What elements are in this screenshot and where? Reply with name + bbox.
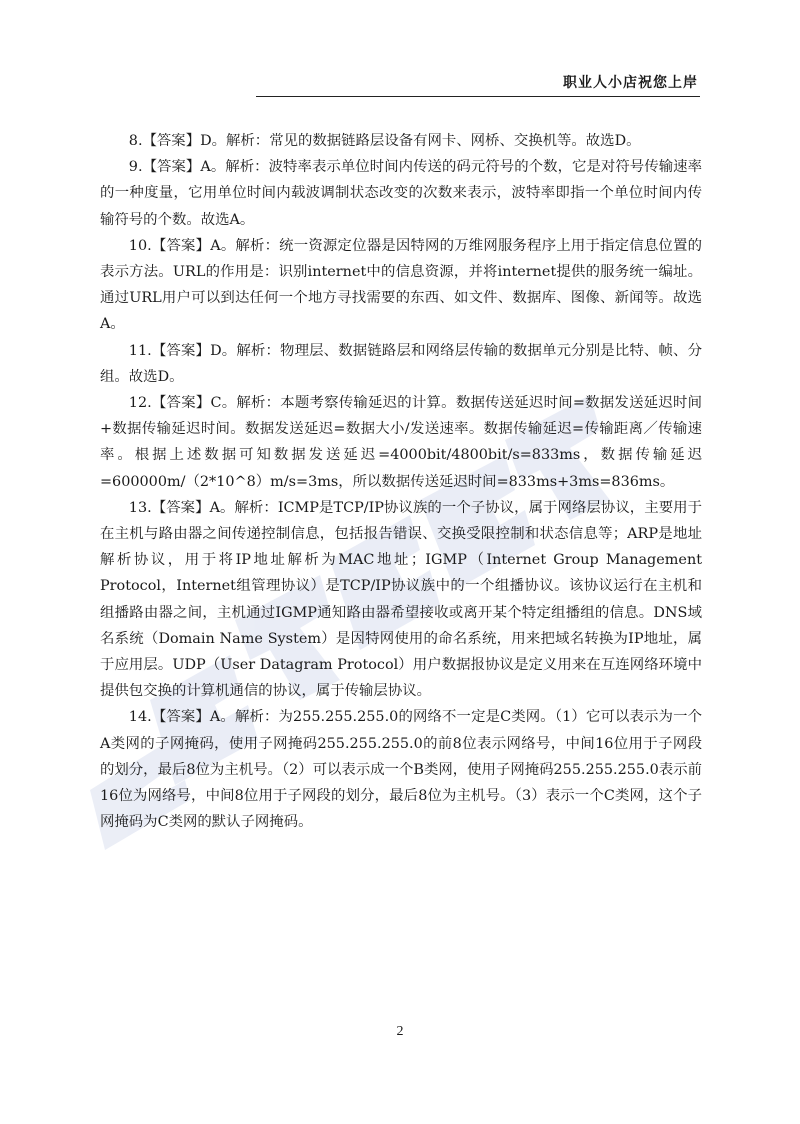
header-title: 职业人小店祝您上岸: [563, 75, 698, 91]
answer-14: 14.【答案】A。解析：为255.255.255.0的网络不一定是C类网。（1）它可以表示为一个A类网的子网掩码，使用子网掩码255.255.255.0的前8位表示网络号，中间16位用于子网段的划分，最后8位为主机号。（2）可以表示成一个B类网，使用子网掩码255.255.255.0表示前16位为网络号，中间8位用于子网段的划分，最后8位为主机号。（3）表示一个C类网，这个子网掩码为C类网的默认子网掩码。: [100, 709, 702, 831]
answer-8: 8.【答案】D。解析：常见的数据链路层设备有网卡、网桥、交换机等。故选D。: [128, 133, 641, 149]
page-number: 2: [396, 1024, 404, 1039]
answer-9: 9.【答案】A。解析：波特率表示单位时间内传送的码元符号的个数，它是对符号传输速率的一种度量，它用单位时间内载波调制状态改变的次数来表示，波特率即指一个单位时间内传输符号的个数。故选A。: [100, 159, 702, 228]
answer-content: [100, 128, 702, 835]
page-header: [256, 72, 700, 97]
answer-13: 13.【答案】A。解析：ICMP是TCP/IP协议族的一个子协议，属于网络层协议，主要用于在主机与路由器之间传递控制信息，包括报告错误、交换受限控制和状态信息等；ARP是地址解析协议，用于将IP地址解析为MAC地址；IGMP（Internet Group Management Protocol，Internet组管理协议）是TCP/IP协议族中的一个组播协议。该协议运行在主机和组播路由器之间，主机通过IGMP通知路由器希望接收或离开某个特定组播组的信息。DNS域名系统（Domain Name System）是因特网使用的命名系统，用来把域名转换为IP地址，属于应用层。UDP（User Datagram Protocol）用户数据报协议是定义用来在互连网络环境中提供包交换的计算机通信的协议，属于传输层协议。: [100, 499, 702, 700]
answer-11: 11.【答案】D。解析：物理层、数据链路层和网络层传输的数据单元分别是比特、帧、分组。故选D。: [100, 342, 702, 385]
answer-10: 10.【答案】A。解析：统一资源定位器是因特网的万维网服务程序上用于指定信息位置的表示方法。URL的作用是：识别internet中的信息资源，并将internet提供的服务统一编址。通过URL用户可以到达任何一个地方寻找需要的东西、如文件、数据库、图像、新闻等。故选A。: [100, 237, 702, 333]
answer-12: 12.【答案】C。解析：本题考察传输延迟的计算。数据传送延迟时间=数据发送延迟时间+数据传输延迟时间。数据发送延迟=数据大小/发送速率。数据传输延迟=传输距离／传输速率。根据上述数据可知数据发送延迟=4000bit/4800bit/s=833ms，数据传输延迟=600000m/（2*10^8）m/s=3ms，所以数据传送延迟时间=833ms+3ms=836ms。: [100, 395, 702, 490]
